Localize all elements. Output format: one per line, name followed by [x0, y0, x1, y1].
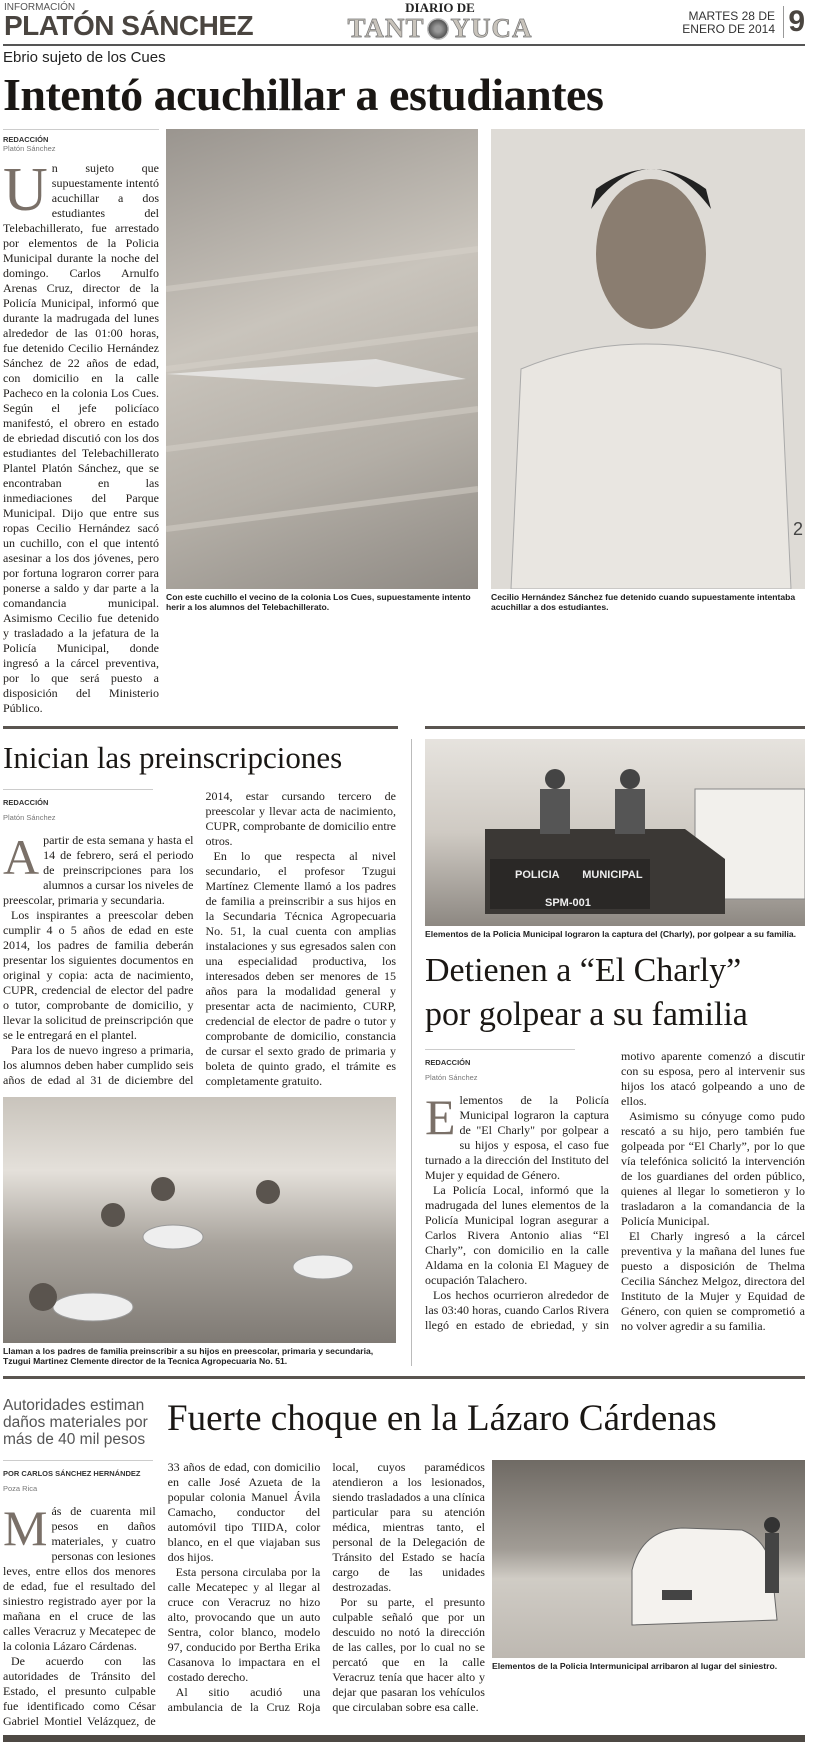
knife-icon — [166, 129, 478, 589]
paragraph: Para los de nuevo ingreso a primaria, los alumnos deben haber cumplido seis años de edad al 31 de diciembre del 2014, estar cursando tercero de preescolar y llevar acta de nacimiento, CUPR, comprobante de domicilio entre otros. — [3, 789, 396, 1087]
middle-row — [3, 739, 805, 1366]
truck-text: POLICIA MUNICIPAL — [515, 869, 643, 881]
photo-number: 2 — [792, 519, 803, 539]
page-number: 9 — [783, 6, 805, 38]
divider-row — [3, 726, 805, 729]
section-divider — [3, 1376, 805, 1379]
paragraph: Los hechos ocurrieron alrededor de las 03:40 horas, cuando Carlos Rivera llegó en estado de ebriedad, y sin motivo aparente comenzó a discutir con su esposa, pero al intervenir sus hijos los atacó golpeando a uno de ellos. — [425, 1049, 805, 1332]
crash-figure — [492, 1460, 805, 1671]
paragraph: De acuerdo con las autoridades de Tránsito del Estado, el presunto culpable fue identificado como César Gabriel Montiel Velázquez, de 33 años de edad, con domicilio en calle José Azueta de la popular colonia Manuel Ávila Camacho, conductor del automóvil tipo TIIDA, color blanco, en el que viajaban sus dos hijos. — [3, 1460, 321, 1728]
logo-top-text: DIARIO DE — [405, 0, 475, 15]
car-icon — [492, 1460, 805, 1658]
column-divider — [411, 739, 412, 1366]
byline-label: REDACCIÓN — [425, 1058, 471, 1067]
knife-photo — [166, 129, 478, 589]
section-label: INFORMACIÓN — [4, 2, 76, 13]
paragraph: Al sitio acudió una ambulancia de la Cruz Roja local, cuyos paramédicos atendieron a los lesionados, siendo trasladados a una clínica particular para su atención médica, mientras tanto, el personal de la Delegación de Tránsito del Estado se hacía cargo de las unidades destrozadas. — [167, 1460, 485, 1714]
article4-headline[interactable]: Fuerte choque en la Lázaro Cárdenas — [167, 1398, 717, 1439]
logo-right-text: YUCA — [450, 13, 533, 43]
paragraph: El Charly ingresó a la cárcel preventiva y la mañana del lunes fue puesto a disposición de Thelma Cecilia Sánchez Melgoz, directora del Instituto de la Mujer y Equidad de Género, con quien se comprometió a no volver agredir a su familia. — [621, 1229, 805, 1333]
article2-body — [3, 789, 396, 1089]
article3 — [425, 739, 805, 1334]
drop-cap: U — [3, 156, 48, 224]
paragraph: Los inspirantes a preescolar deben cumplir 4 o 5 años de edad en este 2014, los padres de familia deberán presentar los siguientes documentos en original y copia: acta de nacimiento, CUPR, credencial de elector del padre o tutor, comprobante de domicilio, y llevar la solicitud de preinscripción que se le entregará en el plantel. — [3, 908, 194, 1042]
article1-row — [3, 129, 805, 716]
paragraph: lementos de la Policía Municipal lograron la captura de "El Charly" por golpear a su hijos y esposa, el caso fue turnado a la dirección del Instituto del Mujer y equidad de Género. — [425, 1093, 609, 1182]
issue-date — [682, 10, 775, 36]
seal-icon — [427, 18, 449, 40]
article3-headline[interactable] — [425, 949, 805, 1037]
paragraph: La Policía Local, informó que la madrugada del lunes elementos de la Policía Municipal logran asegurar a Carlos Rivera Antonio alias “El Charly”, con domicilio en la calle Aldama en la colonia El Maguey de ocupación Talachero. — [425, 1183, 609, 1287]
knife-caption: Con este cuchillo el vecino de la colonia Los Cues, supuestamente intento herir a los alumnos del Telebachillerato. — [166, 592, 471, 612]
headline-line: por golpear a su familia — [425, 996, 748, 1033]
article1-headline[interactable]: Intentó acuchillar a estudiantes — [3, 69, 604, 120]
article1-kicker: Ebrio sujeto de los Cues — [3, 49, 166, 66]
classroom-caption: Llaman a los padres de familia preinscribir a su hijos en preescolar, primaria y secundaria, Tzugui Martinez Clemente director de la Tecnica Agropecuaria No. 51. — [3, 1346, 374, 1366]
suspect-photo — [491, 129, 805, 589]
newspaper-logo[interactable] — [345, 1, 535, 42]
byline-place: Platón Sánchez — [3, 813, 56, 822]
article4-kicker: Autoridades estiman daños materiales por más de 40 mil pesos — [3, 1397, 148, 1448]
suspect-caption: Cecilio Hernández Sánchez fue detenido cuando supuestamente intentaba acuchillar a dos estudiantes. — [491, 592, 796, 612]
article2 — [3, 739, 398, 1366]
byline-place: Poza Rica — [3, 1484, 38, 1493]
police-truck-photo — [425, 739, 805, 926]
section-place: PLATÓN SÁNCHEZ — [4, 10, 254, 41]
article2-headline[interactable]: Inician las preinscripciones — [3, 740, 343, 775]
article4-row — [3, 1460, 805, 1729]
date-line-1: MARTES 28 DE — [688, 9, 775, 23]
paragraph: Esta persona circulaba por la calle Mecatepec y al llegar al cruce con Veracruz no hizo alto, provocando que un auto Sentra, color blanco, modelo 97, conducido por Bertha Erika Casanova lo impactara en el costado derecho. — [167, 1565, 321, 1684]
truck-icon — [425, 739, 805, 926]
classroom-photo — [3, 1097, 396, 1343]
truck-plate: SPM-001 — [545, 897, 591, 909]
crash-caption: Elementos de la Policia Intermunicipal arribaron al lugar del siniestro. — [492, 1661, 778, 1671]
paragraph: n sujeto que supuestamente intentó acuchillar a dos estudiantes del Telebachillerato, fue arrestado por elementos de la Policia Municipal durante la noche del domingo. Carlos Arnulfo Arenas Cruz, director de la Policía Municipal, informó que durante la madrugada del lunes alrededor de las 01:00 horas, fue detenido Cecilio Hernández Sánchez de 22 años de edad, con domicilio en la calle Pacheco en la colonia Los Cues. Según el jefe policíaco manifestó, el obrero en estado de ebriedad discutió con los dos estudiantes del Telebachillerato Plantel Platón Sánchez, que se encontraban en las inmediaciones del Parque Municipal. Dijo que entre sus ropas Cecilio Hernández sacó un cuchillo, con el que intentó asesinar a los dos jóvenes, pero por fortuna lograron correr para ponerse a saldo y dar parte a la comandancia municipal. Asimismo Cecilio fue detenido y trasladado a la jefatura de la Policía Municipal, donde ingresó a la cárcel preventiva, por lo que será puesto a disposición del Ministerio Público. — [3, 161, 159, 715]
byline-place: Platón Sánchez — [3, 144, 56, 153]
paragraph: Por su parte, el presunto culpable señaló que por un descuido no notó la dirección de las calles, por lo cual no se percató que en la calle Veracruz tenía que hacer alto y dejar que pasaran los vehículos que circulaban sobre esa calle. — [332, 1595, 485, 1714]
logo-left-text: TANT — [347, 13, 425, 43]
article1-body — [3, 129, 159, 716]
drop-cap: M — [3, 1500, 48, 1556]
crash-photo — [492, 1460, 805, 1658]
article3-body — [425, 1049, 805, 1334]
paragraph: En lo que respecta al nivel secundario, el profesor Tzugui Martínez Clemente llamó a los padres de familia a preinscribir a sus hijos en la Secundaria Técnica Agropecuaria No. 51, la cual cuenta con amplias instalaciones y sus egresados salen con una especialidad productiva, los interesados deben ser menores de 15 años para la modalidad general y presentar acta de nacimiento, CURP, credencial de elector de padre o tutor y comprobante de domicilio, constancia de cursar el sexto grado de primaria y boleta de quinto grado, el trámite es completamente gratuito. — [205, 849, 396, 1088]
byline-label: POR CARLOS SÁNCHEZ HERNÁNDEZ — [3, 1469, 141, 1478]
suspect-figure — [491, 129, 805, 612]
byline-place: Platón Sánchez — [425, 1073, 478, 1082]
date-line-2: ENERO DE 2014 — [682, 22, 775, 36]
paragraph: partir de esta semana y hasta el 14 de febrero, será el periodo de preinscripciones para los alumnos a cursar los niveles de preescolar, primaria y secundaria. — [3, 833, 194, 907]
byline-label: REDACCIÓN — [3, 135, 49, 144]
section-divider — [425, 726, 805, 729]
article4-header — [3, 1397, 805, 1448]
byline-label: REDACCIÓN — [3, 798, 49, 807]
footer-bar — [3, 1735, 805, 1742]
section-divider — [3, 726, 398, 729]
paragraph: Asimismo su cónyuge como pudo rescató a su hijo, pero también fue golpeada por “El Charly”, por lo que vía telefónica solicitó la intervención de los guardianes del orden público, quienes al llegar lo sometieron y lo trasladaron a la comandancia de la Policía Municipal. — [621, 1109, 805, 1228]
truck-caption: Elementos de la Policia Municipal lograron la captura del (Charly), por golpear a su familia. — [425, 929, 797, 939]
headline-line: Detienen a “El Charly” — [425, 952, 742, 989]
paragraph: ás de cuarenta mil pesos en daños materiales, y cuatro personas con lesiones leves, entre ellos dos menores de edad, fue el resultado del siniestro registrado ayer por la mañana en el cruce de las calles Veracruz y Mecatepec de la colonia Lázaro Cárdenas. — [3, 1504, 156, 1653]
knife-figure — [166, 129, 478, 612]
masthead — [3, 0, 805, 46]
children-icon — [3, 1097, 396, 1343]
drop-cap: E — [425, 1089, 456, 1145]
article4-body — [3, 1460, 485, 1729]
drop-cap: A — [3, 829, 40, 885]
person-icon — [491, 129, 805, 589]
